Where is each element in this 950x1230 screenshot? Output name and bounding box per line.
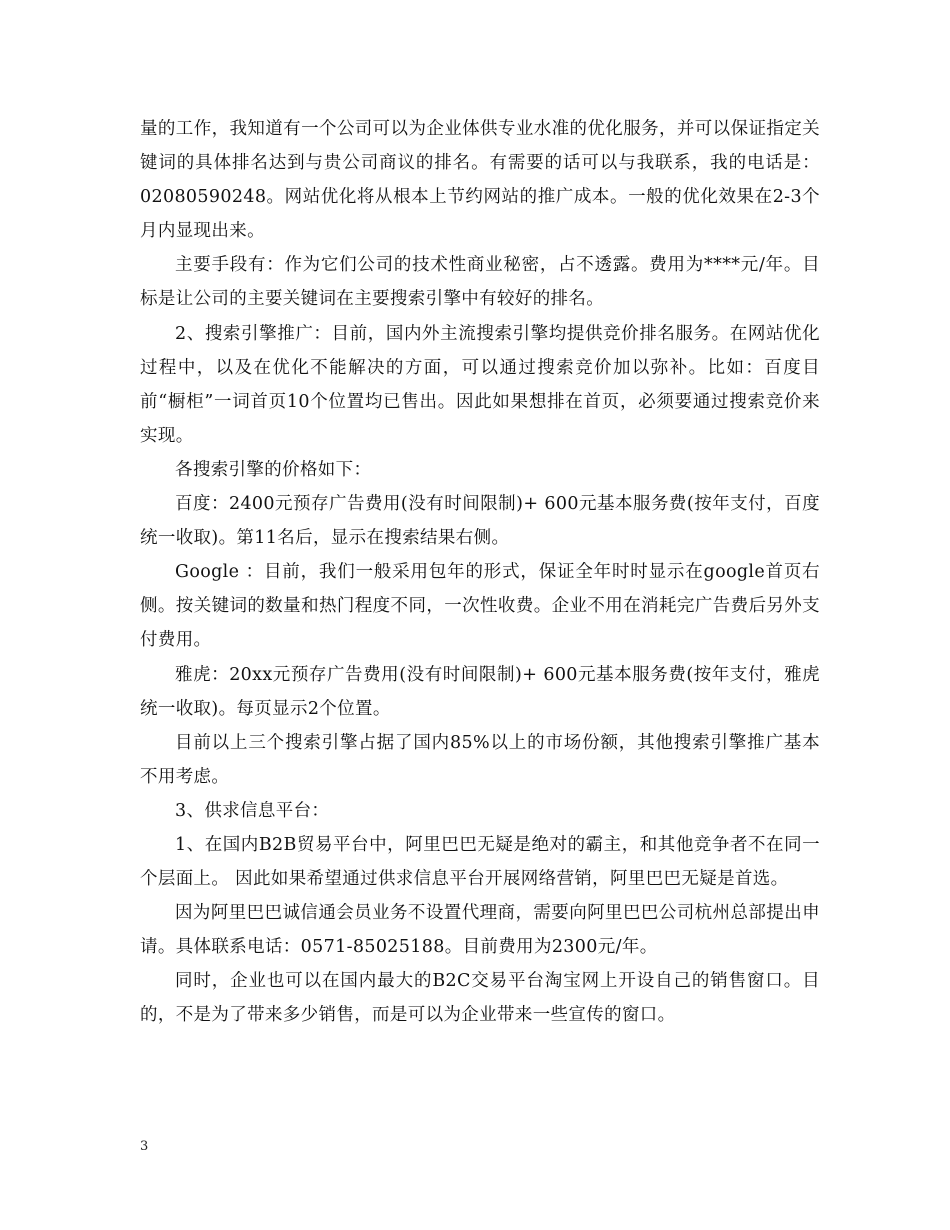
paragraph-yahoo-price: 雅虎：20xx元预存广告费用(没有时间限制)+ 600元基本服务费(按年支付，雅虎统一收取)。每页显示2个位置。 xyxy=(140,664,820,719)
document-body xyxy=(140,112,820,1033)
paragraph-search-engine-promotion: 2、搜索引擎推广：目前，国内外主流搜索引擎均提供竞价排名服务。在网站优化过程中，以及在优化不能解决的方面，可以通过搜索竞价加以弥补。比如：百度目前“橱柜”一词首页10个位置均已售出。因此如果想排在首页，必须要通过搜索竞价来实现。 xyxy=(140,323,820,446)
paragraph-market-share: 目前以上三个搜索引擎占据了国内85%以上的市场份额，其他搜索引擎推广基本不用考虑。 xyxy=(140,732,820,787)
paragraph-baidu-price: 百度：2400元预存广告费用(没有时间限制)+ 600元基本服务费(按年支付，百度统一收取)。第11名后，显示在搜索结果右侧。 xyxy=(140,494,820,549)
paragraph-main-methods: 主要手段有：作为它们公司的技术性商业秘密，占不透露。费用为****元/年。目标是让公司的主要关键词在主要搜索引擎中有较好的排名。 xyxy=(140,255,820,310)
page-number: 3 xyxy=(140,1139,149,1154)
paragraph-google-price: Google ：目前，我们一般采用包年的形式，保证全年时时显示在google首页右侧。按关键词的数量和热门程度不同，一次性收费。企业不用在消耗完广告费后另外支付费用。 xyxy=(140,562,820,651)
paragraph-price-intro: 各搜索引擎的价格如下： xyxy=(175,459,372,480)
paragraph-supply-platform-heading: 3、供求信息平台： xyxy=(175,800,330,821)
paragraph-taobao: 同时，企业也可以在国内最大的B2C交易平台淘宝网上开设自己的销售窗口。目的，不是为了带来多少销售，而是可以为企业带来一些宣传的窗口。 xyxy=(140,971,820,1026)
paragraph-continuation: 量的工作，我知道有一个公司可以为企业体供专业水准的优化服务，并可以保证指定关键词的具体排名达到与贵公司商议的排名。有需要的话可以与我联系，我的电话是：02080590248。网站优化将从根本上节约网站的推广成本。一般的优化效果在2-3个月内显现出来。 xyxy=(140,119,820,242)
paragraph-alibaba-contact: 因为阿里巴巴诚信通会员业务不设置代理商，需要向阿里巴巴公司杭州总部提出申请。具体联系电话：0571-85025188。目前费用为2300元/年。 xyxy=(140,903,820,958)
paragraph-alibaba-b2b: 1、在国内B2B贸易平台中，阿里巴巴无疑是绝对的霸主，和其他竞争者不在同一个层面上。 因此如果希望通过供求信息平台开展网络营销，阿里巴巴无疑是首选。 xyxy=(140,834,820,890)
